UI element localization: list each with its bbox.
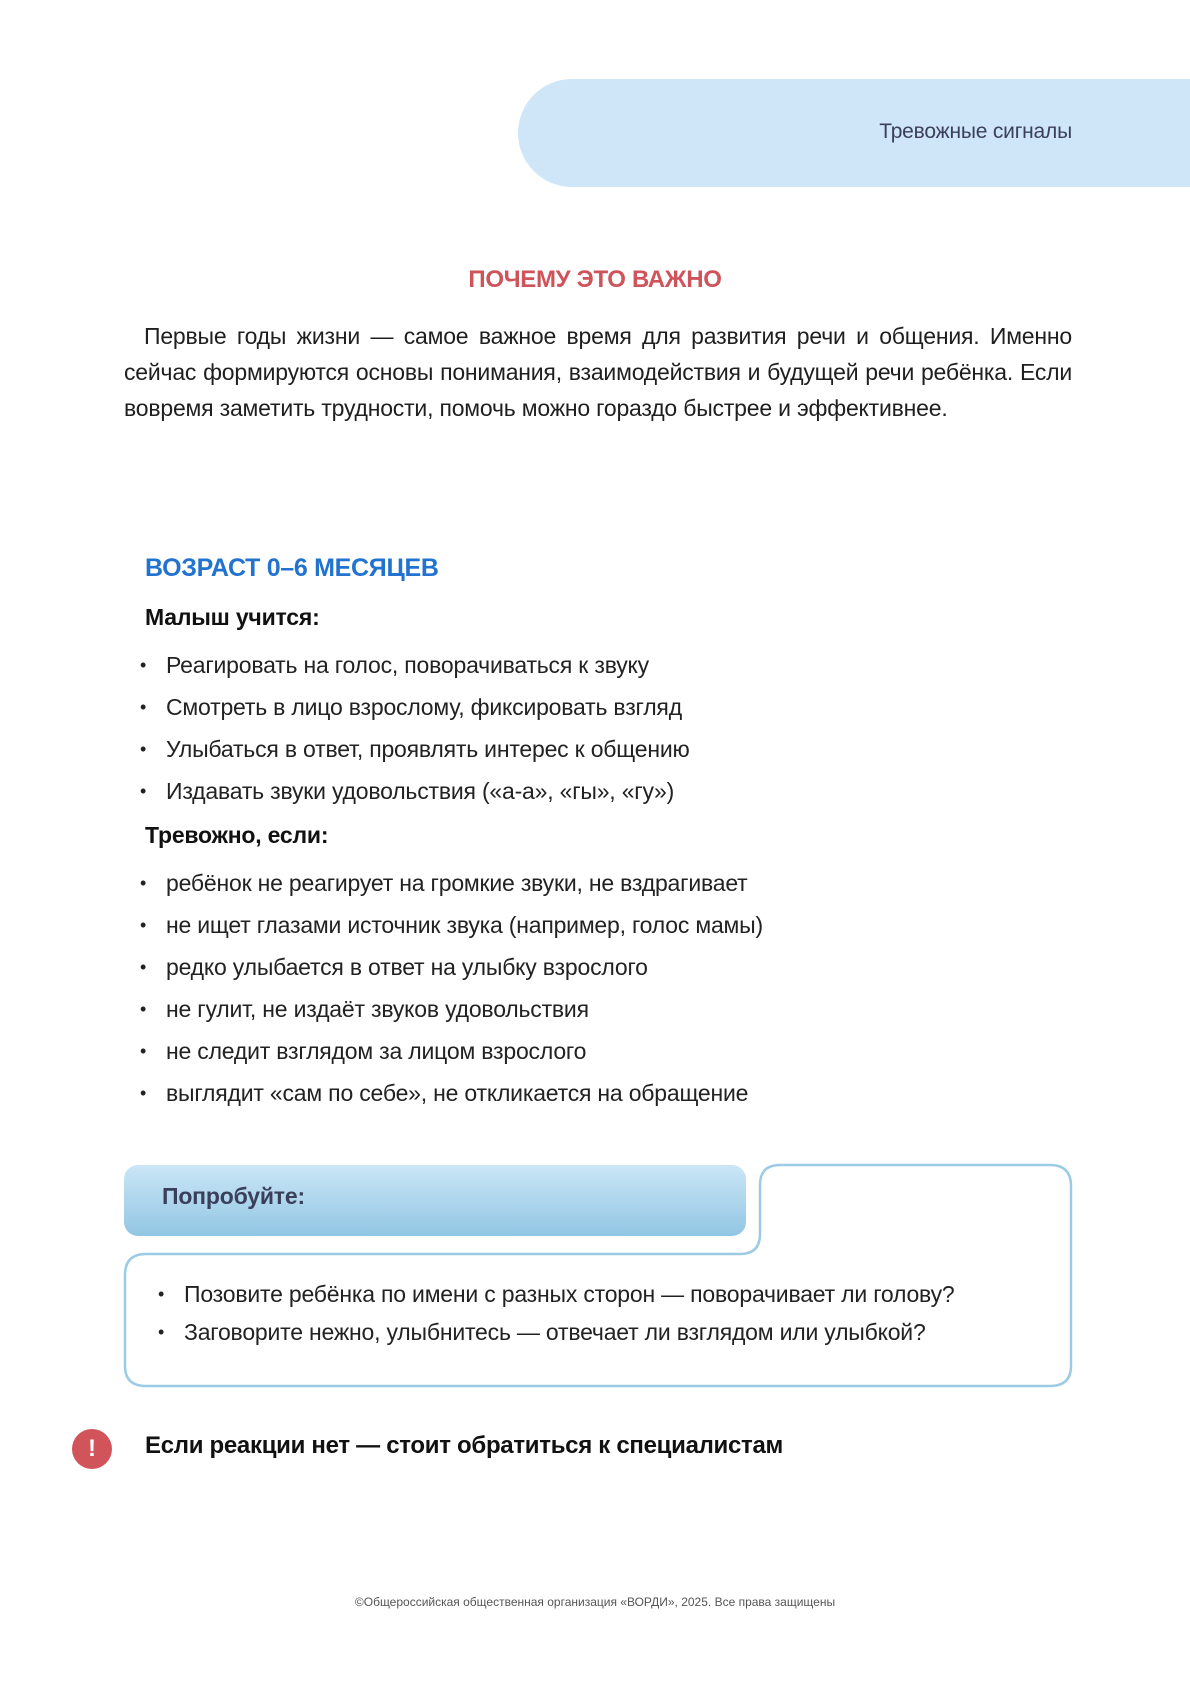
bullet-icon: • [140,655,147,675]
bullet-icon: • [140,739,147,759]
list-item: • не следит взглядом за лицом взрослого [140,1030,763,1072]
bullet-icon: • [140,697,147,717]
bullet-icon: • [140,781,147,801]
why-important-text: Первые годы жизни — самое важное время для развития речи и общения. Именно сейчас формируются основы понимания, взаимодействия и будущей речи ребёнка. Если вовремя заметить трудности, помочь можно гораздо быстрее и эффективнее. [124,323,1072,421]
list-item: • Реагировать на голос, поворачиваться к звуку [140,644,690,686]
bullet-icon: • [140,1083,147,1103]
bullet-icon: • [140,957,147,977]
list-item: • редко улыбается в ответ на улыбку взрослого [140,946,763,988]
bullet-icon: • [158,1284,165,1304]
list-item: • Заговорите нежно, улыбнитесь — отвечает ли взглядом или улыбкой? [158,1313,954,1351]
try-list [158,1275,954,1351]
list-item: • ребёнок не реагирует на громкие звуки, не вздрагивает [140,862,763,904]
why-important-title: ПОЧЕМУ ЭТО ВАЖНО [468,266,722,293]
bullet-icon: • [158,1322,165,1342]
alert-text: Если реакции нет — стоит обратиться к специалистам [145,1432,784,1459]
list-item: • не гулит, не издаёт звуков удовольствия [140,988,763,1030]
exclamation-icon: ! [72,1429,112,1469]
list-item: • Позовите ребёнка по имени с разных сторон — поворачивает ли голову? [158,1275,954,1313]
list-item: • Смотреть в лицо взрослому, фиксировать взгляд [140,686,690,728]
header-title: Тревожные сигналы [879,120,1072,143]
list-item: • выглядит «сам по себе», не откликается на обращение [140,1072,763,1114]
bullet-icon: • [140,999,147,1019]
try-box-title: Попробуйте: [162,1183,305,1209]
alarming-title: Тревожно, если: [145,822,329,848]
learns-title: Малыш учится: [145,604,320,630]
footer-copyright: ©Общероссийская общественная организация «ВОРДИ», 2025. Все права защищены [354,1595,836,1609]
bullet-icon: • [140,915,147,935]
bullet-icon: • [140,873,147,893]
age-section-title: ВОЗРАСТ 0–6 МЕСЯЦЕВ [145,554,439,582]
bullet-icon: • [140,1041,147,1061]
list-item: • не ищет глазами источник звука (например, голос мамы) [140,904,763,946]
list-item: • Издавать звуки удовольствия («а-а», «гы», «гу») [140,770,690,812]
list-item: • Улыбаться в ответ, проявлять интерес к общению [140,728,690,770]
